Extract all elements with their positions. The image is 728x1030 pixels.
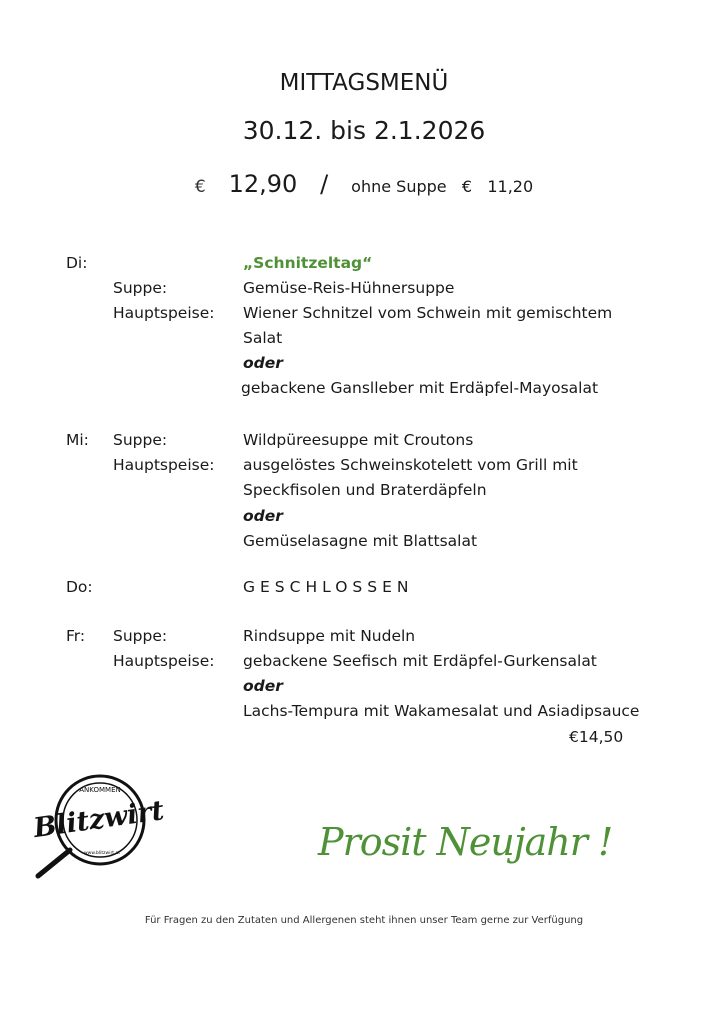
- soup-dish: Wildpüreesuppe mit Croutons: [243, 431, 474, 449]
- main-label: Hauptspeise:: [113, 304, 215, 322]
- soup-label: Suppe:: [113, 431, 168, 449]
- main-label: Hauptspeise:: [113, 456, 215, 474]
- svg-text:ANKOMMEN: ANKOMMEN: [79, 786, 121, 794]
- soup-dish: Rindsuppe mit Nudeln: [243, 627, 416, 645]
- main-dish: Wiener Schnitzel vom Schwein mit gemischtem: [243, 304, 613, 322]
- blitzwirt-logo: [28, 768, 168, 883]
- menu-title: MITTAGSMENÜ: [279, 70, 449, 96]
- day-label: Fr:: [66, 627, 86, 645]
- main-dish-alt-price: €14,50: [569, 728, 624, 746]
- main-dish: ausgelöstes Schweinskotelett vom Grill mit: [243, 456, 578, 474]
- new-year-greeting: Prosit Neujahr !: [318, 820, 613, 864]
- or-label: oder: [243, 354, 283, 372]
- main-dish-cont: Speckfisolen und Braterdäpfeln: [243, 481, 487, 499]
- price-full: 12,90: [228, 170, 298, 198]
- soup-label: Suppe:: [113, 279, 168, 297]
- main-dish-alt: Gemüselasagne mit Blattsalat: [243, 532, 478, 550]
- day-label: Do:: [66, 578, 93, 596]
- main-label: Hauptspeise:: [113, 652, 215, 670]
- main-dish-alt: gebackene Ganslleber mit Erdäpfel-Mayosalat: [241, 379, 599, 397]
- or-label: oder: [243, 677, 283, 695]
- day-label: Mi:: [66, 431, 89, 449]
- price-without-soup: 11,20: [487, 177, 534, 196]
- or-label: oder: [243, 507, 283, 525]
- closed-status: GESCHLOSSEN: [243, 578, 414, 596]
- main-dish: gebackene Seefisch mit Erdäpfel-Gurkensalat: [243, 652, 597, 670]
- currency-symbol: €: [194, 177, 206, 197]
- svg-text:www.blitzwirt.at: www.blitzwirt.at: [83, 851, 121, 856]
- main-dish-alt: Lachs-Tempura mit Wakamesalat und Asiadipsauce: [243, 702, 640, 720]
- main-dish-cont: Salat: [243, 329, 283, 347]
- date-range: 30.12. bis 2.1.2026: [242, 116, 486, 145]
- price-line: [0, 170, 728, 198]
- currency-symbol: €: [461, 177, 473, 196]
- svg-text:Blitzwirt: Blitzwirt: [31, 795, 167, 845]
- special-title: „Schnitzeltag“: [243, 254, 373, 272]
- price-separator: /: [320, 170, 329, 198]
- soup-dish: Gemüse-Reis-Hühnersuppe: [243, 279, 455, 297]
- soup-label: Suppe:: [113, 627, 168, 645]
- allergen-footer: Für Fragen zu den Zutaten und Allergenen steht ihnen unser Team gerne zur Verfügung: [144, 915, 584, 926]
- without-soup-label: ohne Suppe: [351, 177, 447, 196]
- day-label: Di:: [66, 254, 88, 272]
